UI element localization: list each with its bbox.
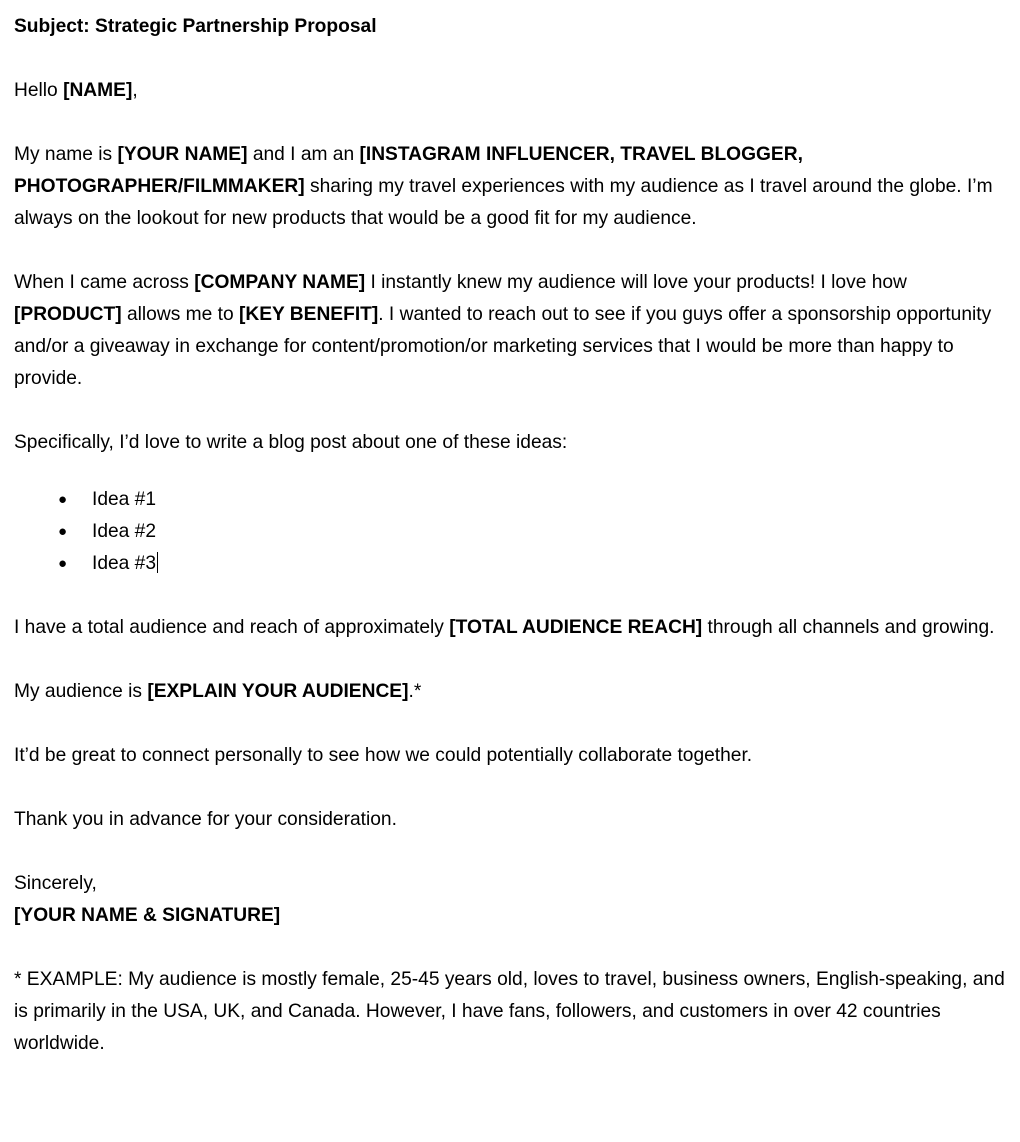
connect-paragraph: It’d be great to connect personally to see how we could potentially collaborate together. — [14, 745, 753, 766]
spacer — [14, 395, 1012, 427]
your-name-placeholder: [YOUR NAME] — [117, 144, 248, 165]
explain-audience-placeholder: [EXPLAIN YOUR AUDIENCE] — [147, 681, 409, 702]
total-audience-reach-placeholder: [TOTAL AUDIENCE REACH] — [449, 617, 703, 638]
spacer — [14, 708, 1012, 740]
pitch-segment-3: allows me to — [121, 304, 239, 325]
list-item-label: Idea #2 — [92, 521, 157, 542]
bullet-icon: ● — [58, 523, 68, 540]
audience-segment-2: .* — [408, 681, 422, 702]
bullet-icon: ● — [58, 555, 68, 572]
spacer — [14, 836, 1012, 868]
spacer — [14, 235, 1012, 267]
list-item[interactable] — [14, 516, 1012, 548]
intro-segment-1: My name is — [14, 144, 118, 165]
subject-line: Subject: Strategic Partnership Proposal — [14, 16, 377, 37]
spacer — [14, 772, 1012, 804]
intro-segment-2: and I am an — [247, 144, 360, 165]
audience-segment-1: My audience is — [14, 681, 148, 702]
footnote-paragraph: * EXAMPLE: My audience is mostly female, 25-45 years old, loves to travel, business owners, English-speaking, and is primarily in the USA, UK, and Canada. However, I have fans, followers, and customers in over 42 countries worldwide. — [14, 969, 1005, 1054]
text-cursor-caret — [157, 552, 158, 573]
list-item-label: Idea #1 — [92, 489, 157, 510]
signature-placeholder: [YOUR NAME & SIGNATURE] — [14, 905, 281, 926]
ideas-list — [14, 484, 1012, 580]
list-item[interactable] — [14, 484, 1012, 516]
spacer — [14, 932, 1012, 964]
audience-paragraph — [14, 676, 1012, 708]
signoff-line: Sincerely, — [14, 873, 97, 894]
greeting-suffix: , — [132, 80, 138, 101]
role-placeholder: [INSTAGRAM INFLUENCER, TRAVEL BLOGGER, PHOTOGRAPHER/FILMMAKER] — [14, 144, 803, 197]
intro-segment-3: sharing my travel experiences with my audience as I travel around the globe. I’m always on the lookout for new products that would be a good fit for my audience. — [14, 176, 993, 229]
greeting-prefix: Hello — [14, 80, 64, 101]
pitch-segment-4: . I wanted to reach out to see if you guys offer a sponsorship opportunity and/or a giveaway in exchange for content/promotion/or marketing services that I would be more than happy to provide. — [14, 304, 992, 389]
reach-segment-2: through all channels and growing. — [702, 617, 995, 638]
reach-paragraph — [14, 612, 1012, 644]
product-placeholder: [PRODUCT] — [14, 304, 122, 325]
spacer — [14, 580, 1012, 612]
reach-segment-1: I have a total audience and reach of approximately — [14, 617, 450, 638]
key-benefit-placeholder: [KEY BENEFIT] — [238, 304, 379, 325]
list-item-label: Idea #3 — [92, 553, 157, 574]
spacer — [14, 107, 1012, 139]
pitch-paragraph — [14, 267, 1012, 395]
greeting-name-placeholder: [NAME] — [63, 80, 133, 101]
intro-paragraph — [14, 139, 1012, 235]
company-name-placeholder: [COMPANY NAME] — [194, 272, 366, 293]
pitch-segment-2: I instantly knew my audience will love your products! I love how — [365, 272, 907, 293]
ideas-intro-line: Specifically, I’d love to write a blog post about one of these ideas: — [14, 432, 568, 453]
thanks-paragraph: Thank you in advance for your consideration. — [14, 809, 397, 830]
spacer — [14, 459, 1012, 484]
bullet-icon: ● — [58, 491, 68, 508]
pitch-segment-1: When I came across — [14, 272, 195, 293]
spacer — [14, 644, 1012, 676]
spacer — [14, 43, 1012, 75]
list-item[interactable] — [14, 548, 1012, 580]
greeting-line — [14, 75, 1012, 107]
